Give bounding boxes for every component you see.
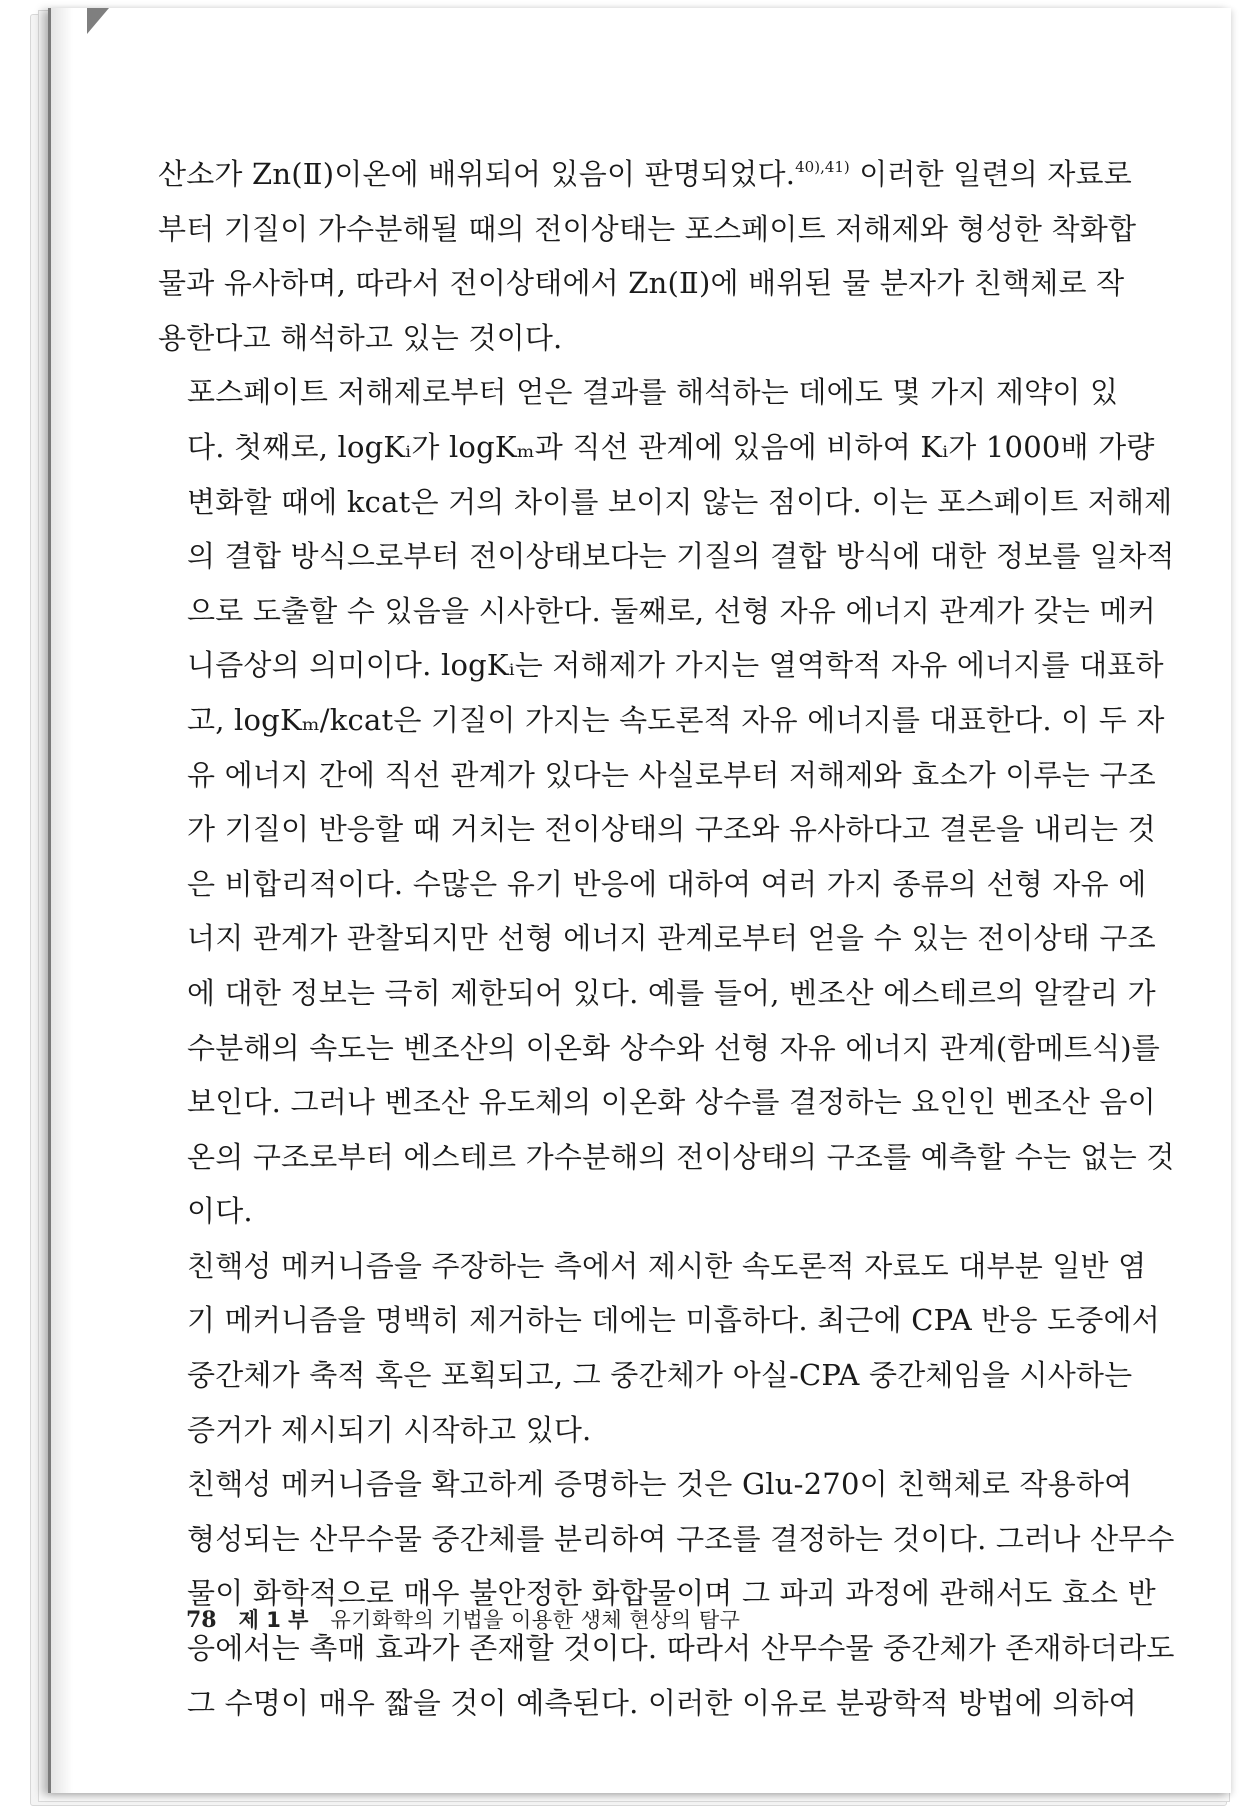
paragraph-2: [158, 365, 1175, 1239]
paragraph-1: [158, 140, 1137, 365]
text-line: 에 대한 정보는 극히 제한되어 있다. 예를 들어, 벤조산 에스테르의 알칼리 가: [187, 975, 1156, 1010]
text-line: 물이 화학적으로 매우 불안정한 화합물이며 그 파괴 과정에 관해서도 효소 반: [187, 1576, 1156, 1611]
text-line: 부터 기질이 가수분해될 때의 전이상태는 포스페이트 저해제와 형성한 착화합: [158, 211, 1137, 246]
text-line: 가 기질이 반응할 때 거치는 전이상태의 구조와 유사하다고 결론을 내리는 것: [187, 812, 1156, 847]
text-line: 용한다고 해석하고 있는 것이다.: [158, 320, 563, 355]
text-line: 기 메커니즘을 명백히 제거하는 데에는 미흡하다. 최근에 CPA 반응 도중에서: [187, 1303, 1160, 1338]
text-line: 다. 첫째로, logKᵢ가 logKₘ과 직선 관계에 있음에 비하여 Kᵢ가 1000배 가량: [187, 429, 1155, 464]
page-number: 78: [186, 1607, 217, 1633]
text-line: 물과 유사하며, 따라서 전이상태에서 Zn(Ⅱ)에 배위된 물 분자가 친핵체로 작: [158, 266, 1125, 301]
text-line: 온의 구조로부터 에스테르 가수분해의 전이상태의 구조를 예측할 수는 없는 것: [187, 1139, 1175, 1174]
text-line: 수분해의 속도는 벤조산의 이온화 상수와 선형 자유 에너지 관계(함메트식)를: [187, 1030, 1161, 1065]
text-line: 산소가 Zn(Ⅱ)이온에 배위되어 있음이 판명되었다.$^{40),41)}$ 이러한 일련의 자료로: [158, 157, 1132, 191]
text-line: 이다.: [187, 1194, 253, 1229]
text-line: 유 에너지 간에 직선 관계가 있다는 사실로부터 저해제와 효소가 이루는 구조: [187, 757, 1156, 792]
text-line: 변화할 때에 kcat은 거의 차이를 보이지 않는 점이다. 이는 포스페이트 저해제: [187, 484, 1173, 519]
paragraph-4: [158, 1457, 1175, 1730]
text-line: 형성되는 산무수물 중간체를 분리하여 구조를 결정하는 것이다. 그러나 산무수: [187, 1521, 1175, 1556]
text-line: 고, logKₘ/kcat은 기질이 가지는 속도론적 자유 에너지를 대표한다. 이 두 자: [187, 702, 1165, 737]
text-line: 의 결합 방식으로부터 전이상태보다는 기질의 결합 방식에 대한 정보를 일차적: [187, 539, 1175, 574]
text-line: 포스페이트 저해제로부터 얻은 결과를 해석하는 데에도 몇 가지 제약이 있: [187, 375, 1119, 410]
text-line: 친핵성 메커니즘을 주장하는 측에서 제시한 속도론적 자료도 대부분 일반 염: [187, 1248, 1147, 1283]
text-line: 응에서는 촉매 효과가 존재할 것이다. 따라서 산무수물 중간체가 존재하더라도: [187, 1631, 1175, 1666]
spine-shadow: [51, 8, 73, 1793]
text-line: 보인다. 그러나 벤조산 유도체의 이온화 상수를 결정하는 요인인 벤조산 음이: [187, 1085, 1156, 1120]
part-label: 제 1 부: [238, 1608, 309, 1632]
text-line: 증거가 제시되기 시작하고 있다.: [187, 1412, 592, 1447]
body-text: [158, 140, 1175, 1730]
paragraph-3: [158, 1239, 1160, 1457]
text-line: 너지 관계가 관찰되지만 선형 에너지 관계로부터 얻을 수 있는 전이상태 구조: [187, 921, 1156, 956]
text-line: 중간체가 축적 혹은 포획되고, 그 중간체가 아실-CPA 중간체임을 시사하는: [187, 1358, 1133, 1393]
text-line: 그 수명이 매우 짧을 것이 예측된다. 이러한 이유로 분광학적 방법에 의하여: [187, 1685, 1138, 1720]
corner-fold: [87, 8, 109, 34]
chapter-title: 유기화학의 기법을 이용한 생체 현상의 탐구: [330, 1608, 741, 1632]
page-footer: [186, 1604, 740, 1634]
text-line: 친핵성 메커니즘을 확고하게 증명하는 것은 Glu-270이 친핵체로 작용하여: [187, 1467, 1133, 1502]
text-line: 은 비합리적이다. 수많은 유기 반응에 대하여 여러 가지 종류의 선형 자유 에: [187, 866, 1147, 901]
text-line: 으로 도출할 수 있음을 시사한다. 둘째로, 선형 자유 에너지 관계가 갖는 메커: [187, 593, 1156, 628]
citation-ref: 40),41): [795, 158, 850, 176]
text-line: 니즘상의 의미이다. logKᵢ는 저해제가 가지는 열역학적 자유 에너지를 대표하: [187, 648, 1164, 683]
